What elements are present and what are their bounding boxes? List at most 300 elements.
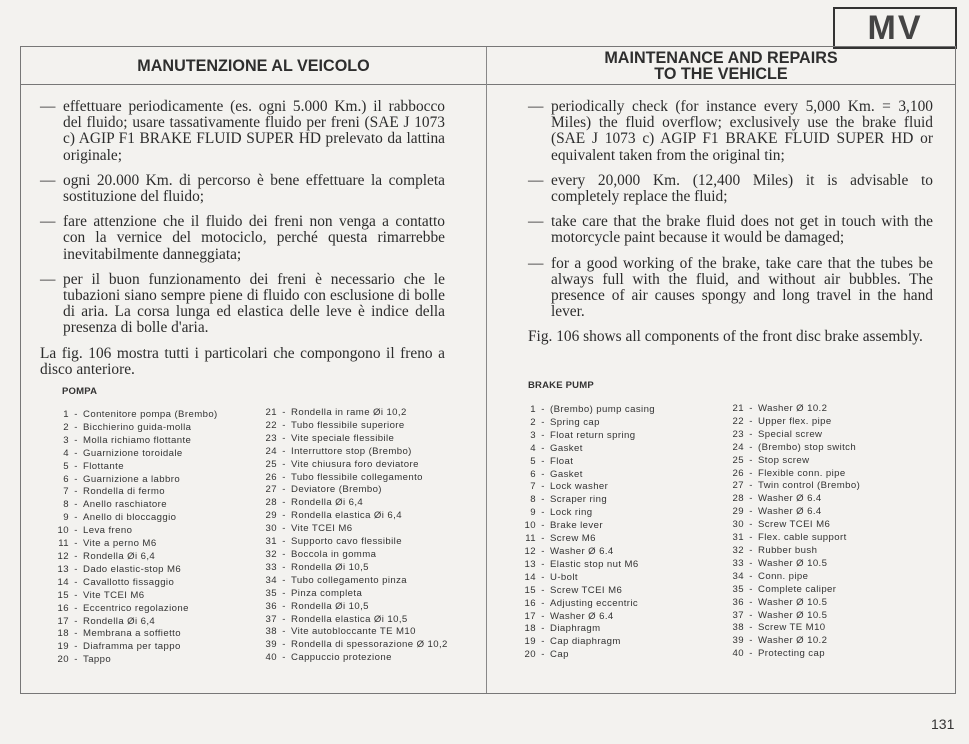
part-separator: - bbox=[749, 532, 753, 544]
part-list-item bbox=[729, 635, 929, 648]
part-number: 18 bbox=[57, 628, 69, 640]
part-separator: - bbox=[749, 544, 753, 556]
part-list-item bbox=[54, 590, 259, 603]
part-separator: - bbox=[541, 442, 545, 454]
part-number: 23 bbox=[265, 432, 277, 444]
part-list-item bbox=[729, 468, 929, 481]
part-separator: - bbox=[749, 622, 753, 634]
part-list-item bbox=[521, 585, 721, 598]
part-number: 6 bbox=[63, 473, 69, 485]
part-description: Washer Ø 10.2 bbox=[758, 635, 828, 647]
part-list-item bbox=[54, 577, 259, 590]
part-list-item bbox=[262, 588, 457, 601]
part-number: 30 bbox=[732, 519, 744, 531]
part-list-item bbox=[729, 571, 929, 584]
part-list-item bbox=[729, 545, 929, 558]
part-list-item bbox=[54, 486, 259, 499]
part-list-item bbox=[262, 446, 457, 459]
part-description: (Brembo) pump casing bbox=[550, 404, 656, 415]
part-number: 2 bbox=[63, 421, 69, 433]
part-description: Tubo collegamento pinza bbox=[291, 574, 408, 586]
part-separator: - bbox=[541, 558, 545, 570]
part-separator: - bbox=[74, 628, 78, 640]
part-list-item bbox=[262, 626, 457, 639]
part-list-item bbox=[54, 474, 259, 487]
part-list-item bbox=[521, 533, 721, 546]
part-number: 38 bbox=[265, 626, 277, 638]
part-separator: - bbox=[74, 447, 78, 459]
part-separator: - bbox=[282, 471, 286, 483]
part-separator: - bbox=[282, 613, 286, 625]
part-list-item bbox=[729, 429, 929, 442]
part-list-item bbox=[729, 416, 929, 429]
part-description: Washer Ø 10.5 bbox=[758, 609, 828, 621]
part-number: 14 bbox=[524, 571, 536, 583]
part-number: 15 bbox=[524, 584, 536, 596]
part-separator: - bbox=[282, 587, 286, 599]
part-description: Rondella elastica Øi 6,4 bbox=[291, 510, 402, 522]
part-list-item bbox=[521, 456, 721, 469]
part-description: Screw TE M10 bbox=[758, 622, 826, 634]
part-description: Rondella Øi 10,5 bbox=[291, 561, 369, 573]
part-number: 14 bbox=[57, 576, 69, 588]
part-separator: - bbox=[749, 480, 753, 492]
part-number: 11 bbox=[58, 538, 69, 550]
part-list-item bbox=[521, 430, 721, 443]
part-separator: - bbox=[749, 596, 753, 608]
part-description: Rondella di fermo bbox=[83, 486, 165, 498]
italian-bullet: — effettuare periodicamente (es. ogni 5.000 Km.) il rabbocco del fluido; usare tassativamente fluido per freni (SAE J 1073 c) AGIP F1 BRAKE FLUID SUPER HD prelevato da lattina originale; bbox=[40, 98, 445, 164]
part-number: 37 bbox=[265, 613, 277, 625]
part-list-item bbox=[262, 407, 457, 420]
part-number: 30 bbox=[265, 523, 277, 535]
part-separator: - bbox=[541, 649, 545, 661]
part-separator: - bbox=[74, 538, 78, 550]
part-number: 18 bbox=[524, 623, 536, 635]
italian-text-column bbox=[40, 99, 445, 378]
part-list-item bbox=[262, 562, 457, 575]
part-separator: - bbox=[74, 576, 78, 588]
part-number: 12 bbox=[524, 545, 536, 557]
part-list-item bbox=[262, 420, 457, 433]
part-separator: - bbox=[541, 636, 545, 648]
part-separator: - bbox=[749, 454, 753, 466]
part-description: Scraper ring bbox=[550, 494, 608, 506]
part-list-item bbox=[521, 469, 721, 482]
part-description: Washer Ø 10.5 bbox=[758, 596, 828, 608]
part-description: Membrana a soffietto bbox=[83, 628, 181, 640]
part-description: Contenitore pompa (Brembo) bbox=[83, 409, 218, 420]
part-list-item bbox=[729, 455, 929, 468]
part-number: 25 bbox=[265, 458, 277, 470]
part-description: Gasket bbox=[550, 442, 583, 454]
part-number: 9 bbox=[530, 507, 536, 519]
part-description: Boccola in gomma bbox=[291, 548, 377, 560]
part-list-item bbox=[729, 442, 929, 455]
part-list-item bbox=[262, 601, 457, 614]
part-list-item bbox=[262, 575, 457, 588]
part-number: 28 bbox=[732, 493, 744, 505]
part-separator: - bbox=[749, 467, 753, 479]
part-number: 13 bbox=[524, 558, 536, 570]
part-number: 6 bbox=[530, 468, 536, 480]
part-separator: - bbox=[74, 434, 78, 446]
italian-bullet: — ogni 20.000 Km. di percorso è bene effettuare la completa sostituzione del fluido; bbox=[40, 171, 445, 206]
part-description: Conn. pipe bbox=[758, 570, 809, 582]
part-number: 31 bbox=[732, 532, 744, 544]
part-number: 10 bbox=[57, 525, 69, 537]
part-separator: - bbox=[749, 493, 753, 505]
part-description: Supporto cavo flessibile bbox=[291, 536, 402, 548]
part-number: 24 bbox=[732, 441, 744, 453]
english-parts-title: BRAKE PUMP bbox=[528, 380, 594, 391]
part-separator: - bbox=[74, 602, 78, 614]
part-description: Leva freno bbox=[83, 525, 133, 537]
part-description: Cavallotto fissaggio bbox=[83, 576, 175, 588]
part-separator: - bbox=[74, 460, 78, 472]
part-separator: - bbox=[74, 473, 78, 485]
part-separator: - bbox=[541, 520, 545, 532]
part-description: Protecting cap bbox=[758, 648, 825, 660]
part-description: Twin control (Brembo) bbox=[758, 480, 861, 492]
part-number: 38 bbox=[732, 622, 744, 634]
part-separator: - bbox=[282, 497, 286, 509]
part-list-item bbox=[521, 546, 721, 559]
part-description: Vite chiusura foro deviatore bbox=[291, 458, 419, 470]
part-number: 19 bbox=[524, 636, 536, 648]
part-separator: - bbox=[749, 441, 753, 453]
english-bullet: — every 20,000 Km. (12,400 Miles) it is advisable to completely replace the fluid; bbox=[528, 171, 933, 206]
part-description: U-bolt bbox=[550, 571, 578, 583]
part-separator: - bbox=[541, 610, 545, 622]
part-number: 27 bbox=[732, 480, 744, 492]
part-list-item bbox=[521, 572, 721, 585]
part-number: 9 bbox=[63, 512, 69, 524]
part-number: 29 bbox=[265, 510, 277, 522]
part-number: 32 bbox=[265, 548, 277, 560]
part-description: Dado elastic-stop M6 bbox=[83, 563, 182, 575]
part-separator: - bbox=[74, 499, 78, 511]
part-number: 4 bbox=[530, 442, 536, 454]
part-list-item bbox=[54, 551, 259, 564]
part-number: 22 bbox=[732, 415, 744, 427]
part-description: Washer Ø 6.4 bbox=[550, 545, 614, 557]
part-separator: - bbox=[749, 609, 753, 621]
part-number: 2 bbox=[530, 416, 536, 428]
part-number: 24 bbox=[265, 445, 277, 457]
part-separator: - bbox=[541, 429, 545, 441]
part-separator: - bbox=[541, 597, 545, 609]
part-description: Flex. cable support bbox=[758, 532, 847, 544]
part-separator: - bbox=[282, 561, 286, 573]
part-number: 5 bbox=[530, 455, 536, 467]
section-title-italian: MANUTENZIONE AL VEICOLO bbox=[137, 55, 370, 75]
part-description: Screw M6 bbox=[550, 533, 596, 545]
part-description: Rondella Øi 6,4 bbox=[291, 497, 364, 509]
part-separator: - bbox=[749, 415, 753, 427]
part-list-item bbox=[521, 649, 721, 662]
part-list-item bbox=[54, 409, 259, 422]
part-description: Tubo flessibile superiore bbox=[291, 419, 405, 431]
english-figure-paragraph: Fig. 106 shows all components of the front disc brake assembly. bbox=[528, 328, 923, 346]
part-separator: - bbox=[541, 416, 545, 428]
part-list-item bbox=[729, 622, 929, 635]
part-number: 16 bbox=[524, 597, 536, 609]
english-bullet: — periodically check (for instance every 5,000 Km. = 3,100 Miles) the fluid overflow; exclusively use the brake fluid (SAE J 1073 c) AGIP F1 BRAKE FLUID SUPER HD or equivalent taken from the original tin; bbox=[528, 98, 933, 164]
part-separator: - bbox=[74, 641, 78, 653]
part-description: Upper flex. pipe bbox=[758, 415, 832, 427]
italian-parts-title: POMPA bbox=[62, 386, 98, 397]
part-list-item bbox=[262, 433, 457, 446]
part-separator: - bbox=[749, 403, 753, 414]
column-divider bbox=[486, 47, 487, 693]
part-separator: - bbox=[282, 652, 286, 664]
part-description: Rondella Øi 10,5 bbox=[291, 600, 369, 612]
part-separator: - bbox=[749, 428, 753, 440]
part-separator: - bbox=[541, 623, 545, 635]
part-separator: - bbox=[74, 563, 78, 575]
part-number: 17 bbox=[524, 610, 536, 622]
part-separator: - bbox=[74, 589, 78, 601]
part-number: 11 bbox=[525, 533, 536, 545]
part-separator: - bbox=[282, 626, 286, 638]
part-description: Float return spring bbox=[550, 429, 636, 441]
part-number: 21 bbox=[732, 403, 744, 414]
english-parts-list-1 bbox=[521, 404, 721, 662]
part-description: Rondella di spessorazione Ø 10,2 bbox=[291, 639, 448, 651]
part-description: Stop screw bbox=[758, 454, 810, 466]
part-description: Cap bbox=[550, 649, 569, 661]
part-description: Washer Ø 6.4 bbox=[758, 506, 822, 518]
part-description: Rondella Øi 6,4 bbox=[83, 550, 156, 562]
part-list-item bbox=[262, 639, 457, 652]
part-separator: - bbox=[282, 445, 286, 457]
part-description: Elastic stop nut M6 bbox=[550, 558, 639, 570]
part-list-item bbox=[262, 510, 457, 523]
part-description: Interruttore stop (Brembo) bbox=[291, 445, 412, 457]
part-separator: - bbox=[282, 600, 286, 612]
part-separator: - bbox=[541, 571, 545, 583]
part-number: 39 bbox=[732, 635, 744, 647]
part-list-item bbox=[521, 611, 721, 624]
part-separator: - bbox=[541, 494, 545, 506]
part-description: Complete caliper bbox=[758, 583, 837, 595]
header-row bbox=[21, 47, 955, 85]
part-number: 28 bbox=[265, 497, 277, 509]
part-separator: - bbox=[74, 409, 78, 420]
part-list-item bbox=[729, 403, 929, 416]
part-separator: - bbox=[282, 484, 286, 496]
part-description: Diaphragm bbox=[550, 623, 601, 635]
italian-bullet: — per il buon funzionamento dei freni è necessario che le tubazioni siano sempre piene di fluido con esclusione di bolle di aria. La corsa lunga ed elastica delle leve è indice della presenza di bolle d'aria. bbox=[40, 270, 445, 337]
page-number: 131 bbox=[931, 716, 955, 732]
part-number: 34 bbox=[265, 574, 277, 586]
part-description: Pinza completa bbox=[291, 587, 363, 599]
part-number: 29 bbox=[732, 506, 744, 518]
part-list-item bbox=[54, 512, 259, 525]
italian-bullet: — fare attenzione che il fluido dei freni non venga a contatto con la vernice del motociclo, perché questa rimarrebbe inevitabilmente danneggiata; bbox=[40, 213, 445, 263]
part-list-item bbox=[54, 538, 259, 551]
part-separator: - bbox=[74, 421, 78, 433]
english-text-column bbox=[528, 99, 933, 346]
english-bullet: — take care that the brake fluid does not get in touch with the motorcycle paint because it would be damaged; bbox=[528, 213, 933, 247]
part-description: Eccentrico regolazione bbox=[83, 602, 189, 614]
part-separator: - bbox=[541, 507, 545, 519]
part-list-item bbox=[54, 499, 259, 512]
part-description: Vite speciale flessibile bbox=[291, 432, 395, 444]
part-separator: - bbox=[282, 523, 286, 535]
part-separator: - bbox=[282, 432, 286, 444]
part-description: Washer Ø 10.2 bbox=[758, 403, 828, 414]
part-description: Screw TCEI M6 bbox=[758, 519, 831, 531]
part-list-item bbox=[54, 654, 259, 667]
part-number: 1 bbox=[530, 404, 536, 415]
italian-parts-list-2 bbox=[262, 407, 457, 665]
brand-badge: MV bbox=[833, 7, 957, 49]
english-parts-list-2 bbox=[729, 403, 929, 661]
part-separator: - bbox=[282, 510, 286, 522]
part-number: 19 bbox=[57, 641, 69, 653]
part-separator: - bbox=[749, 635, 753, 647]
part-description: Guarnizione a labbro bbox=[83, 473, 181, 485]
part-description: Rondella Øi 6,4 bbox=[83, 615, 156, 627]
part-list-item bbox=[54, 628, 259, 641]
part-number: 36 bbox=[265, 600, 277, 612]
part-list-item bbox=[521, 559, 721, 572]
part-list-item bbox=[262, 549, 457, 562]
part-description: Deviatore (Brembo) bbox=[291, 484, 382, 496]
part-description: Flexible conn. pipe bbox=[758, 467, 846, 479]
part-separator: - bbox=[282, 574, 286, 586]
part-number: 8 bbox=[530, 494, 536, 506]
part-number: 15 bbox=[57, 589, 69, 601]
part-list-item bbox=[729, 493, 929, 506]
part-description: Cappuccio protezione bbox=[291, 652, 392, 664]
part-list-item bbox=[521, 598, 721, 611]
part-list-item bbox=[521, 507, 721, 520]
part-list-item bbox=[262, 523, 457, 536]
part-number: 33 bbox=[265, 561, 277, 573]
part-list-item bbox=[729, 597, 929, 610]
part-number: 3 bbox=[63, 434, 69, 446]
part-description: Lock ring bbox=[550, 507, 593, 519]
part-number: 40 bbox=[732, 648, 744, 660]
part-number: 7 bbox=[530, 481, 536, 493]
part-separator: - bbox=[282, 536, 286, 548]
part-list-item bbox=[54, 603, 259, 616]
part-number: 7 bbox=[63, 486, 69, 498]
part-list-item bbox=[54, 641, 259, 654]
part-list-item bbox=[521, 520, 721, 533]
part-description: Adjusting eccentric bbox=[550, 597, 639, 609]
part-number: 20 bbox=[57, 654, 69, 666]
part-list-item bbox=[521, 636, 721, 649]
english-bullet: — for a good working of the brake, take care that the tubes be always full with the fluid, and without air bubbles. The presence of air causes spongy and long travel in the hand lever. bbox=[528, 254, 933, 321]
part-description: Rondella elastica Øi 10,5 bbox=[291, 613, 408, 625]
part-separator: - bbox=[749, 583, 753, 595]
part-description: Special screw bbox=[758, 428, 823, 440]
part-separator: - bbox=[74, 486, 78, 498]
part-separator: - bbox=[282, 639, 286, 651]
part-number: 35 bbox=[732, 583, 744, 595]
part-separator: - bbox=[282, 407, 286, 418]
part-list-item bbox=[54, 525, 259, 538]
part-description: Gasket bbox=[550, 468, 583, 480]
part-list-item bbox=[729, 584, 929, 597]
part-description: Washer Ø 6.4 bbox=[550, 610, 614, 622]
part-separator: - bbox=[749, 570, 753, 582]
part-number: 23 bbox=[732, 428, 744, 440]
part-number: 17 bbox=[57, 615, 69, 627]
part-list-item bbox=[54, 448, 259, 461]
part-description: Cap diaphragm bbox=[550, 636, 621, 648]
part-description: Washer Ø 6.4 bbox=[758, 493, 822, 505]
part-list-item bbox=[729, 519, 929, 532]
part-list-item bbox=[262, 497, 457, 510]
part-number: 40 bbox=[265, 652, 277, 664]
part-separator: - bbox=[541, 533, 545, 545]
part-number: 26 bbox=[265, 471, 277, 483]
part-separator: - bbox=[541, 481, 545, 493]
part-description: Tubo flessibile collegamento bbox=[291, 471, 423, 483]
part-number: 37 bbox=[732, 609, 744, 621]
part-separator: - bbox=[749, 519, 753, 531]
part-description: Flottante bbox=[83, 460, 124, 472]
part-list-item bbox=[521, 417, 721, 430]
part-separator: - bbox=[74, 512, 78, 524]
part-list-item bbox=[521, 404, 721, 417]
part-description: Rubber bush bbox=[758, 544, 818, 556]
part-list-item bbox=[729, 648, 929, 661]
part-number: 33 bbox=[732, 557, 744, 569]
part-number: 3 bbox=[530, 429, 536, 441]
part-list-item bbox=[521, 623, 721, 636]
part-separator: - bbox=[541, 584, 545, 596]
part-description: Screw TCEI M6 bbox=[550, 584, 623, 596]
part-list-item bbox=[521, 481, 721, 494]
part-description: Tappo bbox=[83, 654, 112, 666]
part-number: 12 bbox=[57, 550, 69, 562]
part-list-item bbox=[521, 494, 721, 507]
part-list-item bbox=[262, 614, 457, 627]
part-number: 5 bbox=[63, 460, 69, 472]
part-list-item bbox=[262, 536, 457, 549]
part-description: Bicchierino guida-molla bbox=[83, 421, 192, 433]
part-description: Anello raschiatore bbox=[83, 499, 167, 511]
part-list-item bbox=[54, 461, 259, 474]
part-description: Molla richiamo flottante bbox=[83, 434, 192, 446]
part-number: 35 bbox=[265, 587, 277, 599]
section-title-english-line1: MAINTENANCE AND REPAIRS bbox=[604, 47, 838, 67]
part-number: 22 bbox=[265, 419, 277, 431]
part-separator: - bbox=[282, 419, 286, 431]
part-separator: - bbox=[74, 654, 78, 666]
part-separator: - bbox=[282, 548, 286, 560]
part-description: Rondella in rame Øi 10,2 bbox=[291, 407, 407, 418]
part-number: 32 bbox=[732, 544, 744, 556]
part-number: 16 bbox=[57, 602, 69, 614]
part-list-item bbox=[262, 484, 457, 497]
part-separator: - bbox=[749, 557, 753, 569]
part-description: Diaframma per tappo bbox=[83, 641, 181, 653]
section-title-english bbox=[499, 47, 944, 84]
part-list-item bbox=[262, 459, 457, 472]
italian-figure-paragraph: La fig. 106 mostra tutti i particolari che compongono il freno a disco anteriore. bbox=[40, 344, 445, 378]
part-number: 8 bbox=[63, 499, 69, 511]
part-description: Vite TCEI M6 bbox=[291, 523, 353, 535]
part-number: 31 bbox=[265, 536, 277, 548]
part-number: 26 bbox=[732, 467, 744, 479]
